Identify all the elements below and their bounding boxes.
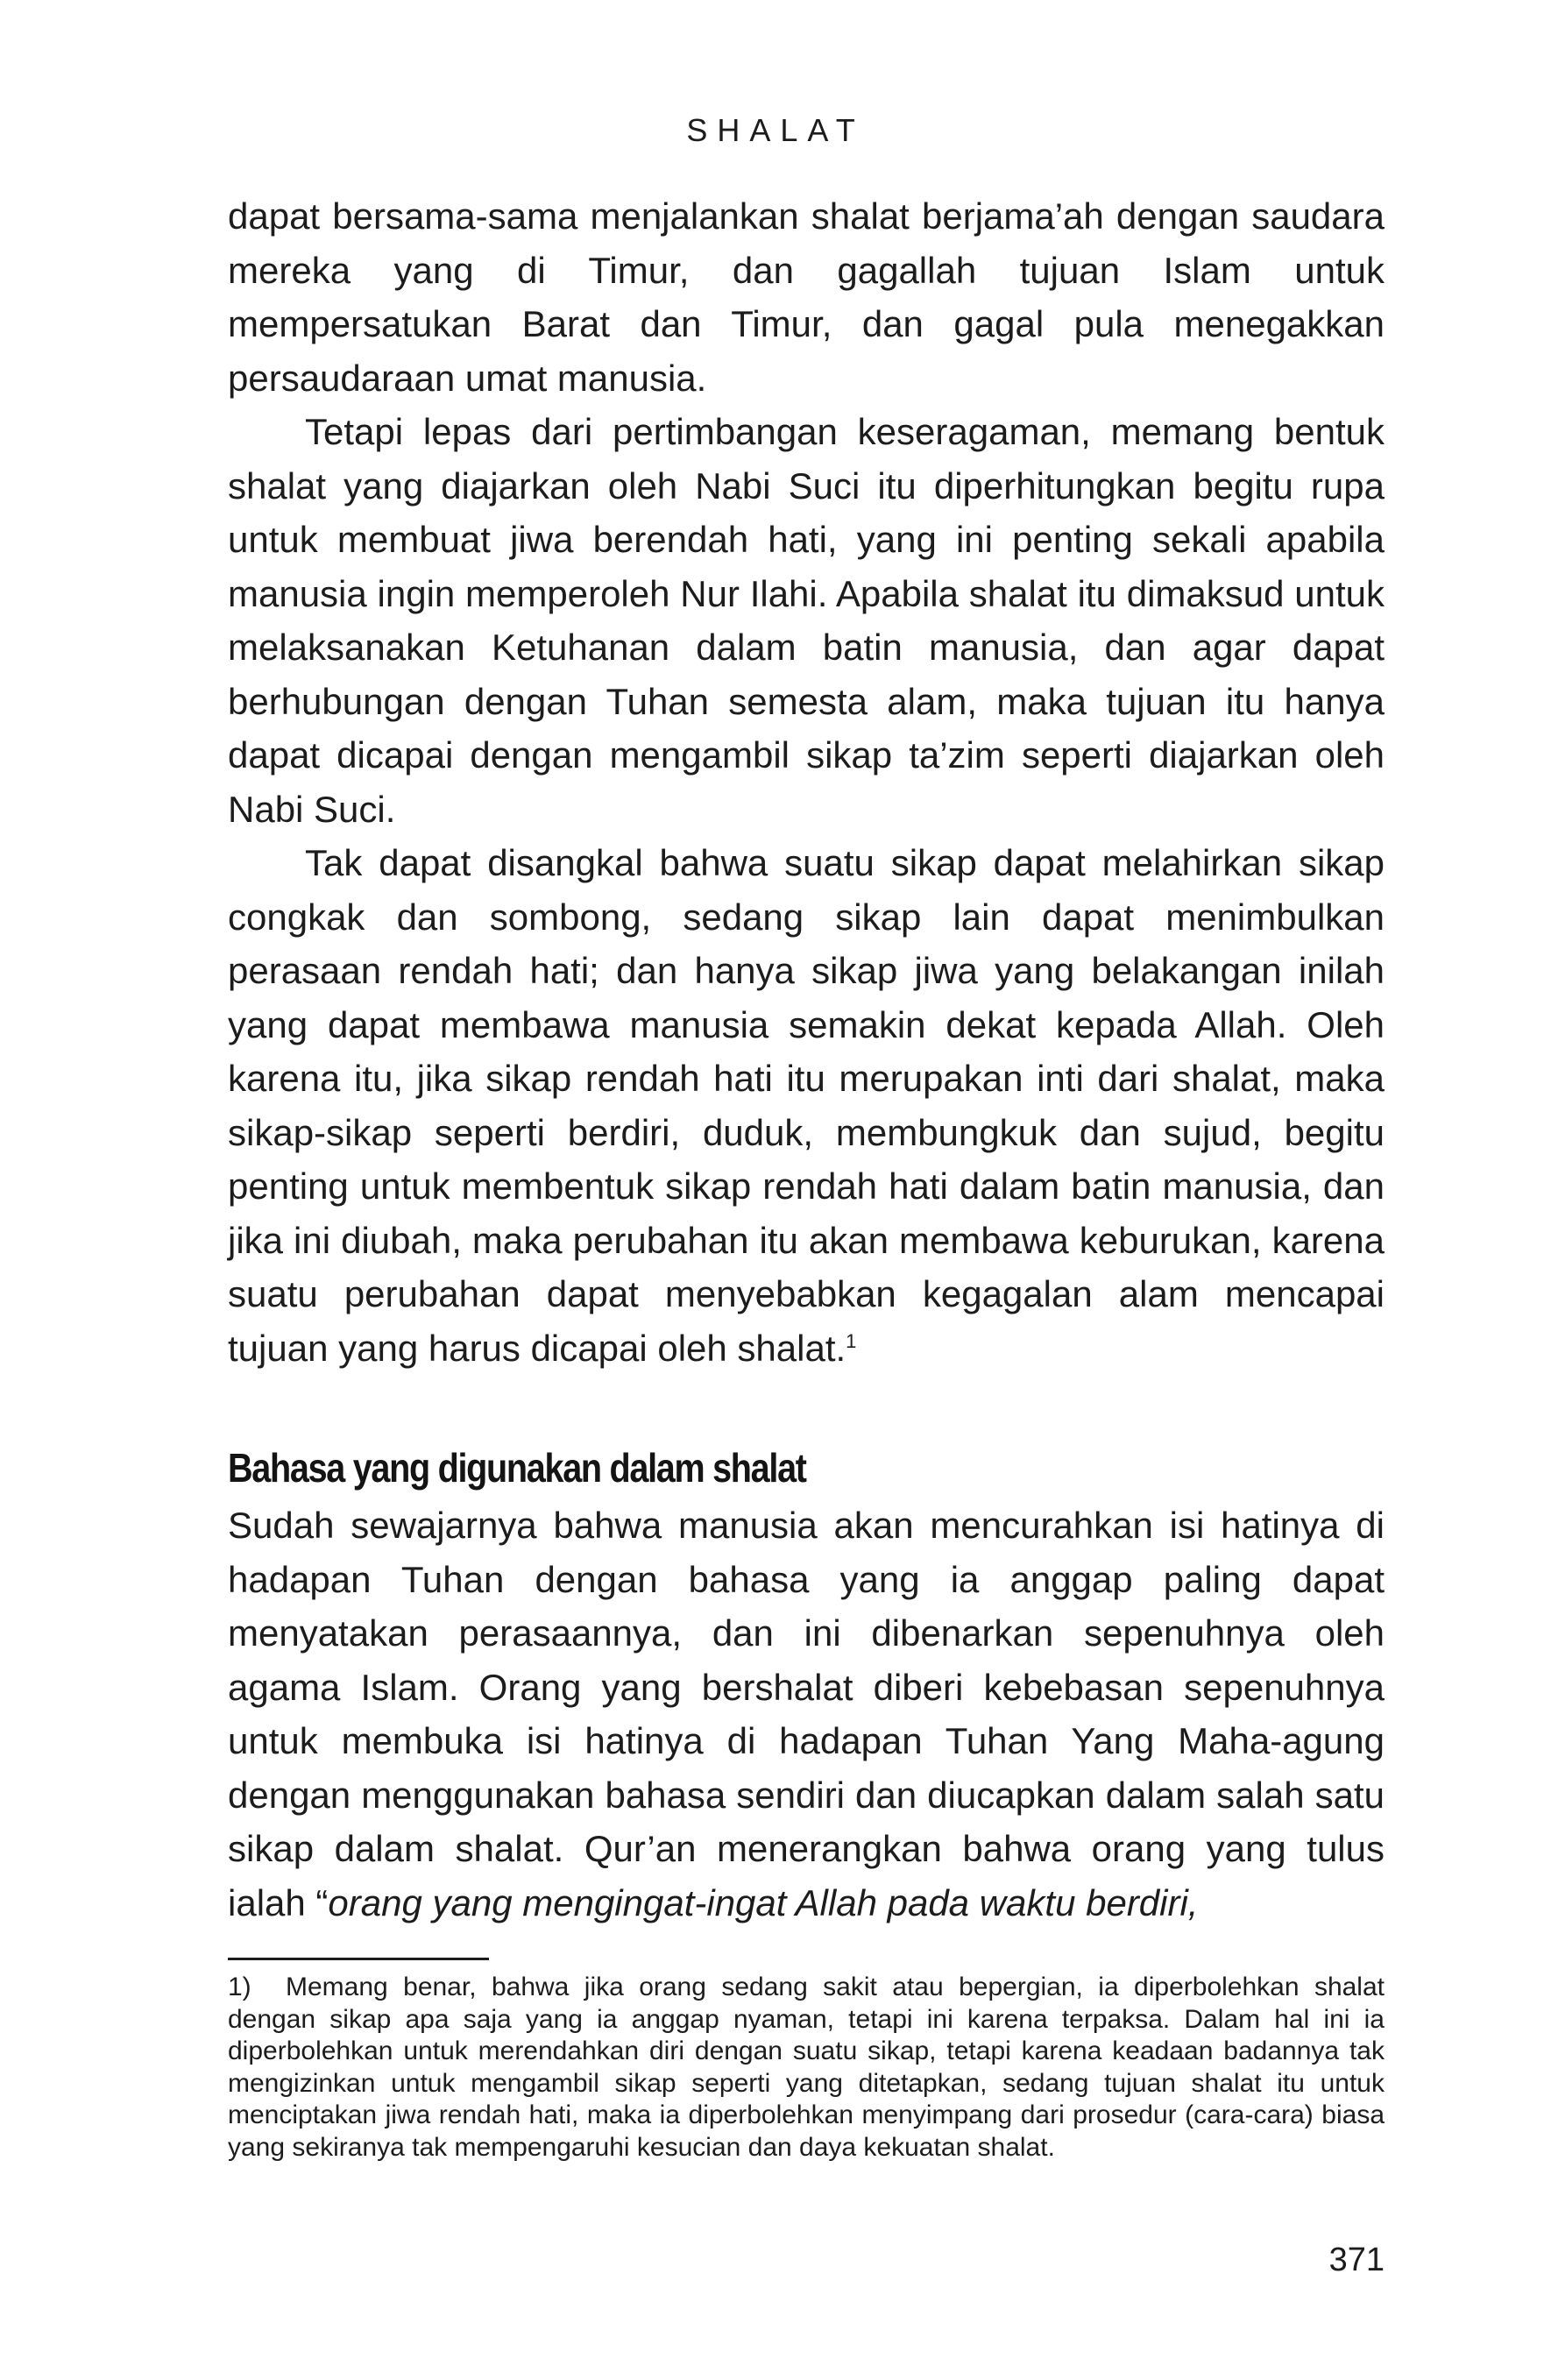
paragraph bbox=[228, 836, 1385, 1375]
paragraph-text: Tak dapat disangkal bahwa suatu sikap dapat melahirkan sikap congkak dan sombong, sedang sikap lain dapat menimbulkan perasaan rendah hati; dan hanya sikap jiwa yang belakangan inilah yang dapat membawa manusia semakin dekat kepada Allah. Oleh karena itu, jika sikap rendah hati itu merupakan inti dari shalat, maka sikap-sikap seperti berdiri, duduk, membungkuk dan sujud, begitu penting untuk membentuk sikap rendah hati dalam batin manusia, dan jika ini diubah, maka perubahan itu akan membawa keburukan, karena suatu perubahan dapat menyebabkan kegagalan alam mencapai tujuan yang harus dicapai oleh shalat. bbox=[228, 842, 1385, 1369]
section-body bbox=[228, 1498, 1385, 1930]
footnote bbox=[228, 1972, 1385, 2164]
section-heading: Bahasa yang digunakan dalam shalat bbox=[228, 1445, 806, 1491]
paragraph: Tetapi lepas dari pertimbangan keseragaman, memang bentuk shalat yang diajarkan oleh Nabi Suci itu diperhitungkan begitu rupa untuk membuat jiwa berendah hati, yang ini penting sekali apabila manusia ingin memperoleh Nur Ilahi. Apabila shalat itu dimaksud untuk melaksanakan Ketuhanan dalam batin manusia, dan agar dapat berhubungan dengan Tuhan semesta alam, maka tujuan itu hanya dapat dicapai dengan mengambil sikap ta’zim seperti diajarkan oleh Nabi Suci. bbox=[228, 411, 1385, 830]
footnote-number: 1) bbox=[228, 1973, 251, 2001]
paragraph-text: Sudah sewajarnya bahwa manusia akan mencurahkan isi hatinya di hadapan Tuhan dengan bahasa yang ia anggap paling dapat menyatakan perasaannya, dan ini dibenarkan sepenuhnya oleh agama Islam. Orang yang bershalat diberi kebebasan sepenuhnya untuk membuka isi hatinya di hadapan Tuhan Yang Maha-agung dengan menggunakan bahasa sendiri dan diucapkan dalam salah satu sikap dalam shalat. Qur’an menerangkan bahwa orang yang tulus ialah “ bbox=[228, 1505, 1385, 1923]
page-number: 371 bbox=[1328, 2242, 1385, 2278]
body-text bbox=[228, 189, 1385, 1375]
footnote-text: Memang benar, bahwa jika orang sedang sakit atau bepergian, ia diperbolehkan shalat dengan sikap apa saja yang ia anggap nyaman, tetapi ini karena terpaksa. Dalam hal ini ia diperbolehkan untuk merendahkan diri dengan suatu sikap, tetapi karena keadaan badannya tak mengizinkan untuk mengambil sikap seperti yang ditetapkan, sedang tujuan shalat itu untuk menciptakan jiwa rendah hati, maka ia diperbolehkan menyimpang dari prosedur (cara-cara) biasa yang sekiranya tak mempengaruhi kesucian dan daya kekuatan shalat. bbox=[228, 1973, 1385, 2162]
footnote-marker[interactable]: 1 bbox=[846, 1329, 857, 1352]
paragraph-continued: dapat bersama-sama menjalankan shalat berjama’ah dengan saudara mereka yang di Timur, dan gagallah tujuan Islam untuk mempersatukan Barat dan Timur, dan gagal pula menegakkan persaudaraan umat manusia. bbox=[228, 195, 1385, 399]
quran-quote: orang yang mengingat-ingat Allah pada waktu berdiri, bbox=[328, 1881, 1199, 1923]
paragraph bbox=[228, 1498, 1385, 1930]
footnote-separator bbox=[228, 1958, 489, 1960]
running-head: SHALAT bbox=[686, 112, 865, 148]
